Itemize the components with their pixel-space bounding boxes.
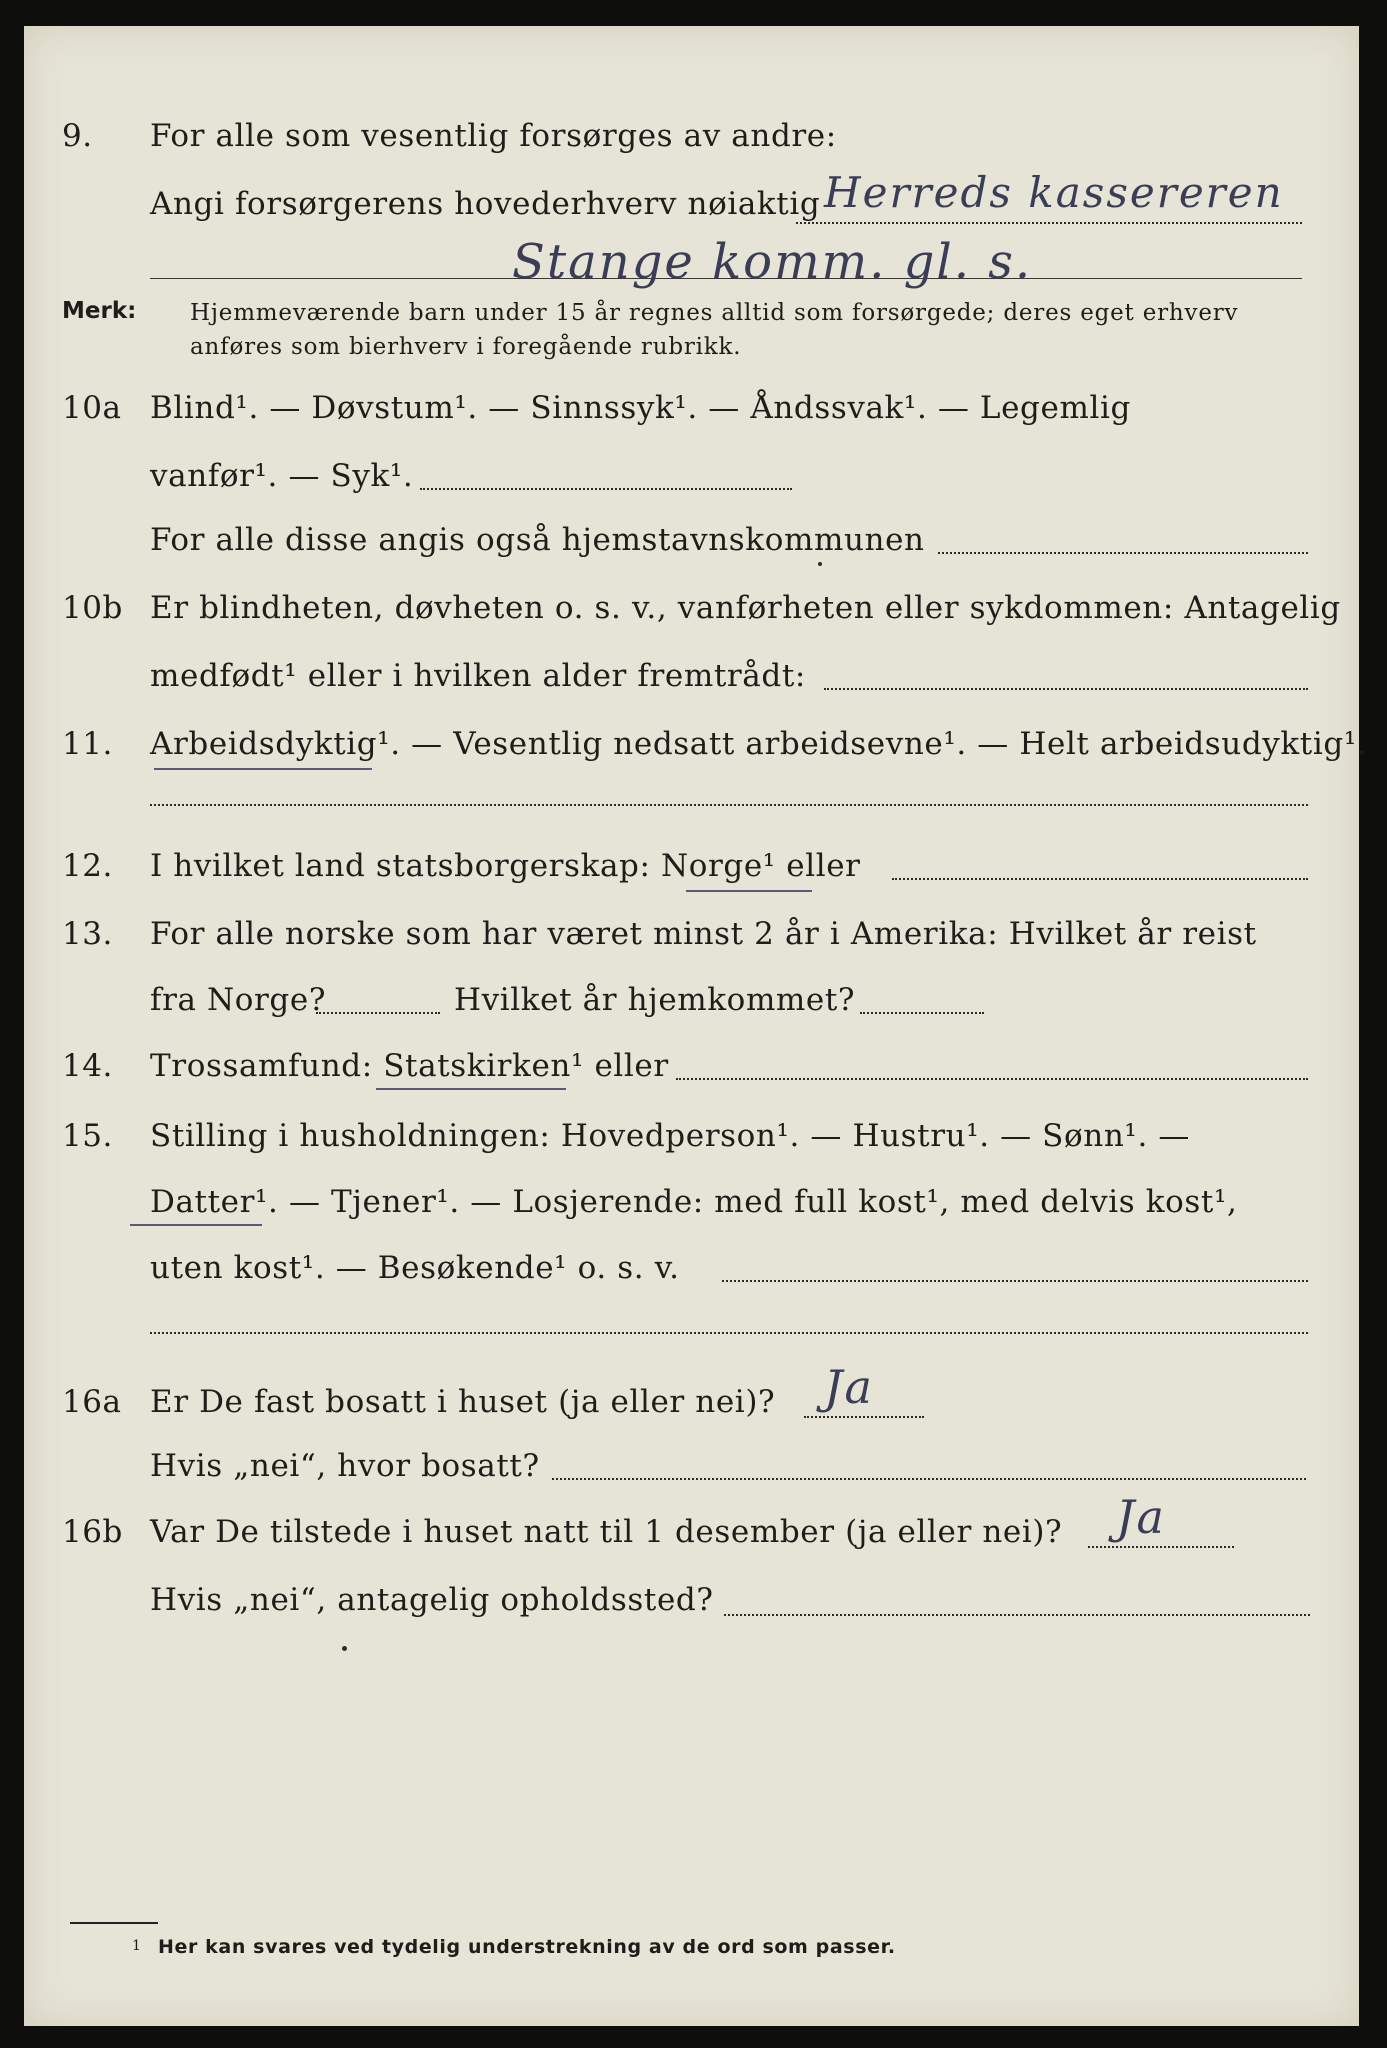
note-label: Merk:: [62, 298, 137, 324]
question-text: For alle som vesentlig forsørges av andre:: [150, 118, 837, 154]
question-text: For alle norske som har været minst 2 år i Amerika: Hvilket år reist: [150, 916, 1257, 952]
underline-mark: [154, 768, 372, 770]
footnote-mark: 1: [132, 1938, 141, 1954]
question-text: I hvilket land statsborgerskap: Norge¹ eller: [150, 848, 861, 884]
question-text: Var De tilstede i huset natt til 1 desember (ja eller nei)?: [150, 1514, 1063, 1550]
question-text: Er De fast bosatt i huset (ja eller nei)?: [150, 1384, 776, 1420]
census-form-page: [24, 26, 1368, 2026]
handwritten-answer: Stange komm. gl. s.: [512, 234, 1033, 290]
answer-line: [804, 1416, 924, 1418]
question-text: Hvis „nei“, antagelig opholdssted?: [150, 1582, 714, 1618]
question-number: 11.: [62, 726, 113, 762]
question-text: Trossamfund: Statskirken¹ eller: [150, 1048, 669, 1084]
answer-line: [150, 804, 1308, 806]
handwritten-answer: Ja: [824, 1360, 874, 1414]
handwritten-answer: Ja: [1116, 1490, 1166, 1544]
question-number: 9.: [62, 118, 93, 154]
question-number: 10b: [62, 590, 123, 626]
answer-line: [724, 1614, 1310, 1616]
question-number: 15.: [62, 1118, 113, 1154]
question-text: uten kost¹. — Besøkende¹ o. s. v.: [150, 1250, 680, 1286]
answer-line: [722, 1280, 1308, 1282]
answer-line: [796, 222, 1302, 224]
paper-speck: [342, 1646, 347, 1651]
footnote-text: Her kan svares ved tydelig understrekning av de ord som passer.: [158, 1936, 896, 1958]
footnote-rule: [70, 1922, 158, 1924]
answer-line: [420, 488, 792, 490]
question-text: For alle disse angis også hjemstavnskommunen: [150, 522, 925, 558]
note-text: anføres som bierhverv i foregående rubrikk.: [190, 334, 742, 360]
question-text: Blind¹. — Døvstum¹. — Sinnssyk¹. — Åndssvak¹. — Legemlig: [150, 390, 1131, 426]
question-number: 13.: [62, 916, 113, 952]
note-text: Hjemmeværende barn under 15 år regnes alltid som forsørgede; deres eget erhverv: [190, 300, 1239, 326]
question-number: 10a: [62, 390, 122, 426]
question-number: 14.: [62, 1048, 113, 1084]
answer-line: [1088, 1546, 1234, 1548]
question-text: Angi forsørgerens hovederhverv nøiaktig: [150, 186, 821, 222]
question-number: 16a: [62, 1384, 122, 1420]
answer-line: [316, 1012, 440, 1014]
answer-line: [860, 1012, 984, 1014]
question-text: medfødt¹ eller i hvilken alder fremtrådt:: [150, 658, 806, 694]
underline-mark: [686, 890, 812, 892]
answer-line: [824, 688, 1308, 690]
question-text: fra Norge?: [150, 982, 327, 1018]
question-text: Datter¹. — Tjener¹. — Losjerende: med full kost¹, med delvis kost¹,: [150, 1184, 1238, 1220]
answer-line: [892, 878, 1308, 880]
question-text: Er blindheten, døvheten o. s. v., vanførheten eller sykdommen: Antagelig: [150, 590, 1341, 626]
question-text: Hvilket år hjemkommet?: [454, 982, 856, 1018]
question-text: Stilling i husholdningen: Hovedperson¹. — Hustru¹. — Sønn¹. —: [150, 1118, 1190, 1154]
question-number: 12.: [62, 848, 113, 884]
answer-line: [938, 552, 1308, 554]
paper-speck: [818, 562, 822, 566]
question-text: Hvis „nei“, hvor bosatt?: [150, 1448, 540, 1484]
underline-mark: [130, 1224, 262, 1226]
underline-mark: [376, 1088, 566, 1090]
answer-line: [150, 1332, 1308, 1334]
question-text: Arbeidsdyktig¹. — Vesentlig nedsatt arbeidsevne¹. — Helt arbeidsudyktig¹.: [150, 726, 1368, 762]
handwritten-answer: Herreds kassereren: [824, 168, 1284, 217]
answer-line: [676, 1078, 1308, 1080]
question-number: 16b: [62, 1514, 123, 1550]
question-text: vanfør¹. — Syk¹.: [150, 458, 414, 494]
answer-line: [552, 1478, 1306, 1480]
